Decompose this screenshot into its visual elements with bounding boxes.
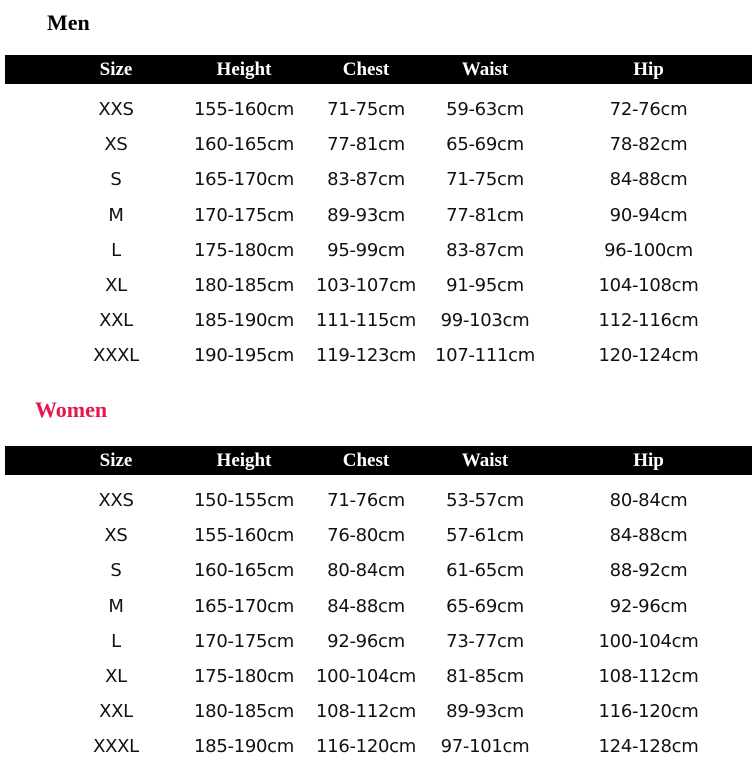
cell-chest: 100-104cm	[316, 666, 416, 688]
row-spacer	[5, 268, 51, 303]
cell-size: XXXL	[93, 345, 139, 367]
cell-chest: 119-123cm	[316, 345, 416, 367]
cell-hip: 112-116cm	[598, 310, 699, 332]
row-spacer	[5, 127, 51, 162]
cell-waist: 91-95cm	[446, 275, 524, 297]
cell-height: 165-170cm	[194, 169, 294, 191]
column-header-height: Height	[216, 449, 272, 471]
cell-size: XXL	[99, 701, 133, 723]
row-spacer	[5, 475, 51, 518]
cell-size: M	[108, 204, 124, 226]
cell-height: 185-190cm	[194, 736, 294, 758]
men-header-row	[5, 55, 752, 84]
cell-height: 160-165cm	[194, 134, 294, 156]
cell-size: XXS	[98, 490, 134, 512]
column-header-chest: Chest	[342, 449, 390, 471]
cell-waist: 53-57cm	[446, 490, 524, 512]
cell-size: L	[111, 239, 121, 261]
cell-waist: 97-101cm	[440, 736, 530, 758]
cell-hip: 90-94cm	[609, 204, 688, 226]
cell-height: 150-155cm	[194, 490, 294, 512]
row-spacer	[5, 589, 51, 624]
table-row	[5, 84, 752, 127]
column-header-waist: Waist	[461, 58, 509, 80]
cell-height: 155-160cm	[194, 525, 294, 547]
cell-size: M	[108, 595, 124, 617]
table-row	[5, 162, 752, 197]
cell-chest: 83-87cm	[327, 169, 405, 191]
row-spacer	[5, 518, 51, 553]
cell-chest: 116-120cm	[316, 736, 416, 758]
cell-size: XL	[105, 666, 127, 688]
cell-hip: 92-96cm	[609, 595, 688, 617]
column-header-hip: Hip	[633, 449, 664, 471]
table-row	[5, 198, 752, 233]
cell-chest: 71-76cm	[327, 490, 405, 512]
cell-waist: 77-81cm	[446, 204, 524, 226]
cell-hip: 124-128cm	[598, 736, 699, 758]
men-table-body	[5, 84, 752, 374]
column-header-chest: Chest	[342, 58, 390, 80]
cell-chest: 108-112cm	[316, 701, 416, 723]
cell-size: S	[110, 169, 122, 191]
men-size-table	[5, 55, 752, 374]
table-row	[5, 518, 752, 553]
cell-hip: 116-120cm	[598, 701, 699, 723]
cell-hip: 108-112cm	[598, 666, 699, 688]
cell-height: 190-195cm	[194, 345, 294, 367]
women-section-title: Women	[35, 397, 108, 422]
cell-chest: 76-80cm	[327, 525, 405, 547]
cell-size: XXS	[98, 99, 134, 121]
cell-waist: 83-87cm	[446, 239, 524, 261]
cell-height: 160-165cm	[194, 560, 294, 582]
cell-hip: 84-88cm	[609, 525, 688, 547]
header-spacer	[5, 55, 51, 84]
cell-chest: 77-81cm	[327, 134, 405, 156]
cell-hip: 120-124cm	[598, 345, 699, 367]
cell-hip: 104-108cm	[598, 275, 699, 297]
women-header-row	[5, 446, 752, 475]
cell-chest: 92-96cm	[327, 630, 405, 652]
column-header-waist: Waist	[461, 449, 509, 471]
men-section-title: Men	[47, 10, 90, 35]
row-spacer	[5, 694, 51, 729]
cell-height: 175-180cm	[194, 666, 294, 688]
cell-height: 180-185cm	[194, 701, 294, 723]
row-spacer	[5, 338, 51, 373]
cell-hip: 88-92cm	[609, 560, 688, 582]
table-row	[5, 338, 752, 373]
row-spacer	[5, 624, 51, 659]
cell-size: XXL	[99, 310, 133, 332]
cell-waist: 89-93cm	[446, 701, 524, 723]
cell-hip: 72-76cm	[609, 99, 688, 121]
cell-chest: 95-99cm	[327, 239, 405, 261]
cell-height: 155-160cm	[194, 99, 294, 121]
row-spacer	[5, 233, 51, 268]
header-spacer	[5, 446, 51, 475]
cell-waist: 61-65cm	[446, 560, 524, 582]
row-spacer	[5, 84, 51, 127]
cell-hip: 96-100cm	[604, 239, 693, 261]
women-table-body	[5, 475, 752, 765]
cell-waist: 71-75cm	[446, 169, 524, 191]
cell-hip: 84-88cm	[609, 169, 688, 191]
cell-size: XS	[104, 134, 128, 156]
table-row	[5, 659, 752, 694]
row-spacer	[5, 659, 51, 694]
cell-waist: 81-85cm	[446, 666, 524, 688]
cell-waist: 107-111cm	[435, 345, 535, 367]
cell-height: 180-185cm	[194, 275, 294, 297]
cell-height: 175-180cm	[194, 239, 294, 261]
row-spacer	[5, 303, 51, 338]
cell-waist: 99-103cm	[440, 310, 530, 332]
cell-waist: 59-63cm	[446, 99, 524, 121]
table-row	[5, 729, 752, 764]
cell-hip: 100-104cm	[598, 630, 699, 652]
row-spacer	[5, 729, 51, 764]
cell-height: 170-175cm	[194, 204, 294, 226]
column-header-hip: Hip	[633, 58, 664, 80]
cell-chest: 111-115cm	[316, 310, 416, 332]
table-row	[5, 475, 752, 518]
table-row	[5, 624, 752, 659]
table-row	[5, 303, 752, 338]
table-row	[5, 589, 752, 624]
cell-hip: 80-84cm	[609, 490, 688, 512]
row-spacer	[5, 198, 51, 233]
column-header-size: Size	[99, 58, 133, 80]
cell-height: 170-175cm	[194, 630, 294, 652]
cell-size: L	[111, 630, 121, 652]
table-row	[5, 268, 752, 303]
women-size-table	[5, 446, 752, 765]
column-header-height: Height	[216, 58, 272, 80]
cell-waist: 57-61cm	[446, 525, 524, 547]
cell-waist: 73-77cm	[446, 630, 524, 652]
cell-size: XS	[104, 525, 128, 547]
cell-waist: 65-69cm	[446, 134, 524, 156]
cell-chest: 71-75cm	[327, 99, 405, 121]
cell-chest: 89-93cm	[327, 204, 405, 226]
table-row	[5, 553, 752, 588]
cell-height: 165-170cm	[194, 595, 294, 617]
cell-size: XL	[105, 275, 127, 297]
cell-size: XXXL	[93, 736, 139, 758]
cell-chest: 103-107cm	[316, 275, 416, 297]
cell-hip: 78-82cm	[609, 134, 688, 156]
row-spacer	[5, 553, 51, 588]
column-header-size: Size	[99, 449, 133, 471]
cell-waist: 65-69cm	[446, 595, 524, 617]
table-row	[5, 127, 752, 162]
cell-size: S	[110, 560, 122, 582]
cell-chest: 84-88cm	[327, 595, 405, 617]
cell-chest: 80-84cm	[327, 560, 405, 582]
table-row	[5, 694, 752, 729]
row-spacer	[5, 162, 51, 197]
table-row	[5, 233, 752, 268]
cell-height: 185-190cm	[194, 310, 294, 332]
